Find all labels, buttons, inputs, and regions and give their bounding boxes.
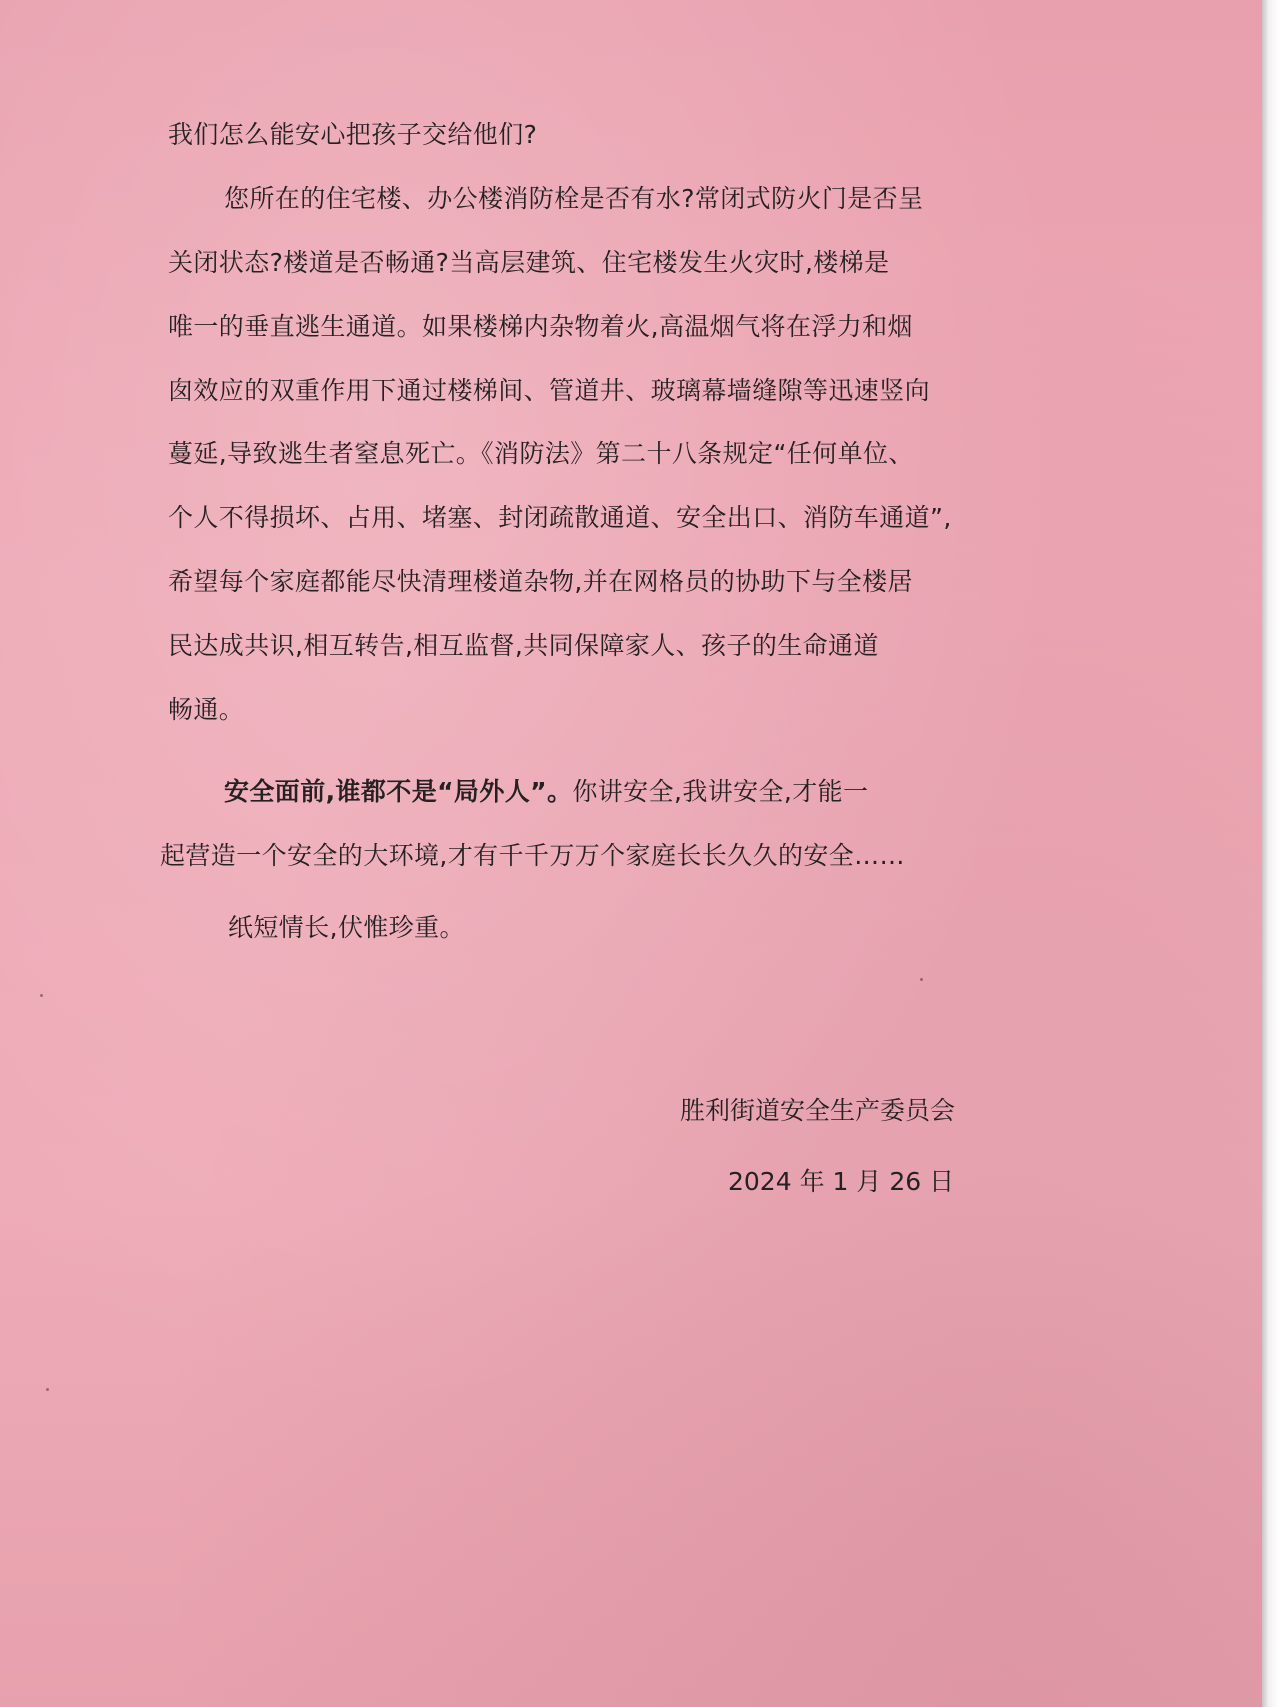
paper-speck bbox=[40, 994, 43, 997]
closing-line: 纸短情长,伏惟珍重。 bbox=[228, 913, 465, 942]
signature-date: 2024 年 1 月 26 日 bbox=[728, 1167, 955, 1196]
letter-line-9: 民达成共识,相互转告,相互监督,共同保障家人、孩子的生命通道 bbox=[168, 631, 879, 660]
emphasis-line bbox=[224, 775, 868, 809]
signature-organization: 胜利街道安全生产委员会 bbox=[680, 1096, 956, 1125]
letter-line-3: 关闭状态?楼道是否畅通?当高层建筑、住宅楼发生火灾时,楼梯是 bbox=[168, 248, 890, 277]
letter-line-4: 唯一的垂直逃生通道。如果楼梯内杂物着火,高温烟气将在浮力和烟 bbox=[168, 312, 913, 341]
letter-line-5: 囱效应的双重作用下通过楼梯间、管道井、玻璃幕墙缝隙等迅速竖向 bbox=[168, 376, 931, 405]
letter-line-7: 个人不得损坏、占用、堵塞、封闭疏散通道、安全出口、消防车通道”, bbox=[168, 503, 952, 532]
letter-line-2: 您所在的住宅楼、办公楼消防栓是否有水?常闭式防火门是否呈 bbox=[224, 184, 924, 213]
paper-speck bbox=[920, 978, 923, 981]
paper-edge-shadow bbox=[1262, 0, 1279, 1707]
letter-line-1: 我们怎么能安心把孩子交给他们? bbox=[168, 120, 538, 149]
emphasis-bold-text: 安全面前,谁都不是“局外人”。 bbox=[224, 777, 573, 806]
emphasis-rest-text: 你讲安全,我讲安全,才能一 bbox=[572, 777, 869, 806]
letter-line-6: 蔓延,导致逃生者窒息死亡。《消防法》第二十八条规定“任何单位、 bbox=[168, 439, 914, 468]
letter-line-8: 希望每个家庭都能尽快清理楼道杂物,并在网格员的协助下与全楼居 bbox=[168, 567, 913, 596]
letter-line-12: 起营造一个安全的大环境,才有千千万万个家庭长长久久的安全…… bbox=[160, 841, 905, 870]
letter-line-10: 畅通。 bbox=[168, 695, 245, 724]
paper-speck bbox=[46, 1388, 49, 1391]
